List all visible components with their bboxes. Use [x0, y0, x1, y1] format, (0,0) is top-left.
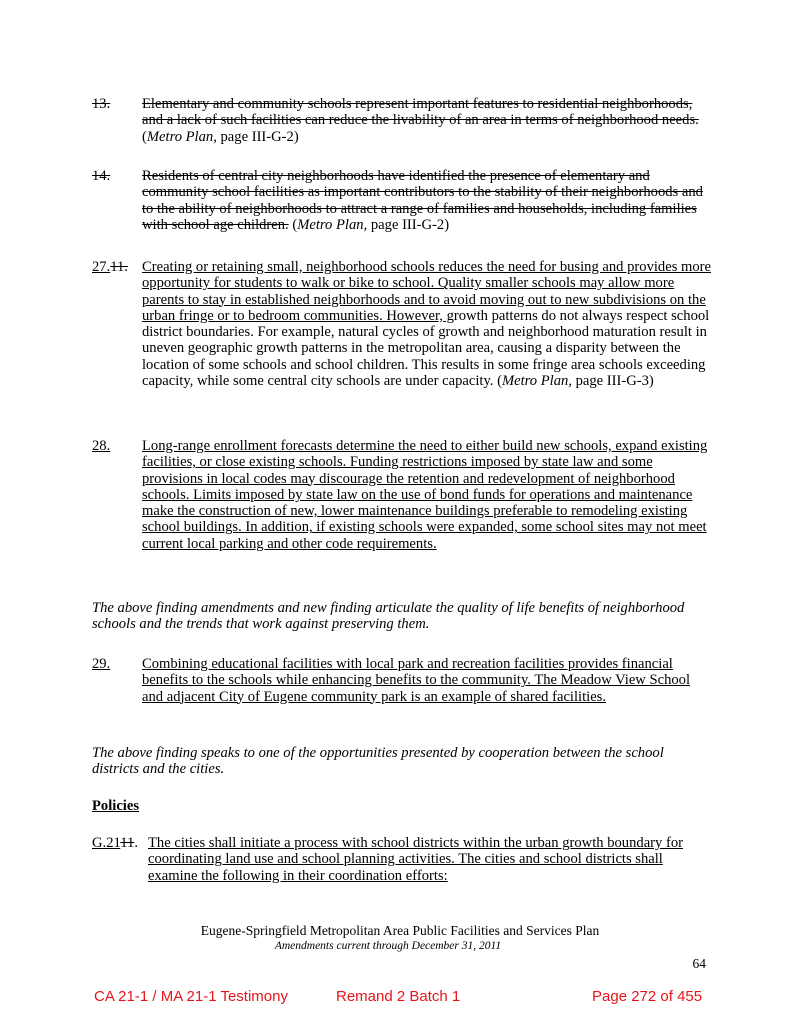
finding-number: [92, 259, 128, 275]
stamp-batch: Remand 2 Batch 1: [336, 988, 461, 1005]
inserted-text: Creating or retaining small, neighborhood schools reduces the need for busing and provides more opportunity for students to walk or bike to school. Quality smaller schools may allow more parents to stay in established neighborhoods and to avoid moving out to new subdivisions on the urban fringe or to bedroom communities. However, g: [142, 259, 712, 324]
finding-27: [92, 259, 712, 389]
plain-text: rowth patterns do not always respect school district boundaries. For example, natural cycles of growth and neighborhood maturation result in uneven geographic growth patterns in the metropolitan area, causing a disparity between the location of some schools and school children. This results in some fringe area schools exceeding capacity, while some central city schools are under capacity. (: [142, 307, 710, 390]
deleted-text: Residents of central city neighborhoods have identified the presence of elementary and community school facilities as important contributors to the stability of their neighborhoods and to the ability of neighborhoods to attract a range of families and households, including families with school age children.: [142, 168, 703, 233]
finding-number: 13.: [92, 96, 111, 112]
page-number: 64: [692, 956, 706, 971]
finding-29: [92, 656, 712, 705]
finding-14: [92, 168, 712, 233]
finding-number: 28.: [92, 438, 111, 454]
policy-g21: [92, 835, 712, 884]
section-heading: Policies: [92, 798, 140, 814]
number-new: 27.: [92, 259, 111, 275]
number-old: 11: [120, 835, 135, 851]
stamp-page: Page 272 of 455: [592, 988, 703, 1005]
number-separator: .: [134, 835, 138, 851]
finding-number: 14.: [92, 168, 111, 184]
footer-subtitle: Amendments current through December 31, 2011: [274, 940, 502, 952]
finding-28: [92, 438, 712, 552]
number-old: 11.: [110, 259, 128, 275]
inserted-text: Combining educational facilities with local park and recreation facilities provides financial benefits to the schools while enhancing benefits to the community. The Meadow View School and adjacent City of Eugene community park is an example of shared facilities.: [142, 656, 691, 705]
number-new: G.21: [92, 835, 121, 851]
citation-page: page III-G-2): [216, 128, 299, 145]
finding-13: [92, 96, 712, 145]
stamp-testimony: CA 21-1 / MA 21-1 Testimony: [94, 988, 288, 1005]
inserted-text: The cities shall initiate a process with school districts within the urban growth boundary for coordinating land use and school planning activities. The cities and school districts shall examine the following in their coordination efforts:: [148, 835, 683, 884]
footer-title: Eugene-Springfield Metropolitan Area Public Facilities and Services Plan: [200, 923, 600, 938]
policy-number: [92, 835, 138, 851]
finding-number: 29.: [92, 656, 111, 672]
citation-page: page III-G-3): [571, 373, 654, 390]
deleted-text: Elementary and community schools represent important features to residential neighborhoods, and a lack of such facilities can reduce the livability of an area in terms of neighborhood needs.: [142, 96, 699, 129]
finding-note: The above finding speaks to one of the opportunities presented by cooperation between the school districts and the cities.: [92, 745, 664, 778]
finding-note: The above finding amendments and new finding articulate the quality of life benefits of neighborhood schools and the trends that work against preserving them.: [92, 600, 685, 633]
citation-title: Metro Plan,: [146, 128, 217, 145]
citation-title: Metro Plan,: [297, 216, 368, 233]
citation-title: Metro Plan,: [501, 373, 572, 390]
inserted-text: Long-range enrollment forecasts determine the need to either build new schools, expand existing facilities, or close existing schools. Funding restrictions imposed by state law and some provisions in local codes may discourage the retention and redevelopment of neighborhood schools. Limits imposed by state law on the use of bond funds for operations and maintenance make the construction of new, lower maintenance buildings preferable to remodeling existing school buildings. In addition, if existing schools were expanded, some school sites may not meet current local parking and other code requirements.: [142, 438, 708, 552]
citation-page: page III-G-2): [367, 216, 450, 233]
citation-open: (: [142, 128, 147, 145]
citation-open: (: [288, 216, 298, 233]
